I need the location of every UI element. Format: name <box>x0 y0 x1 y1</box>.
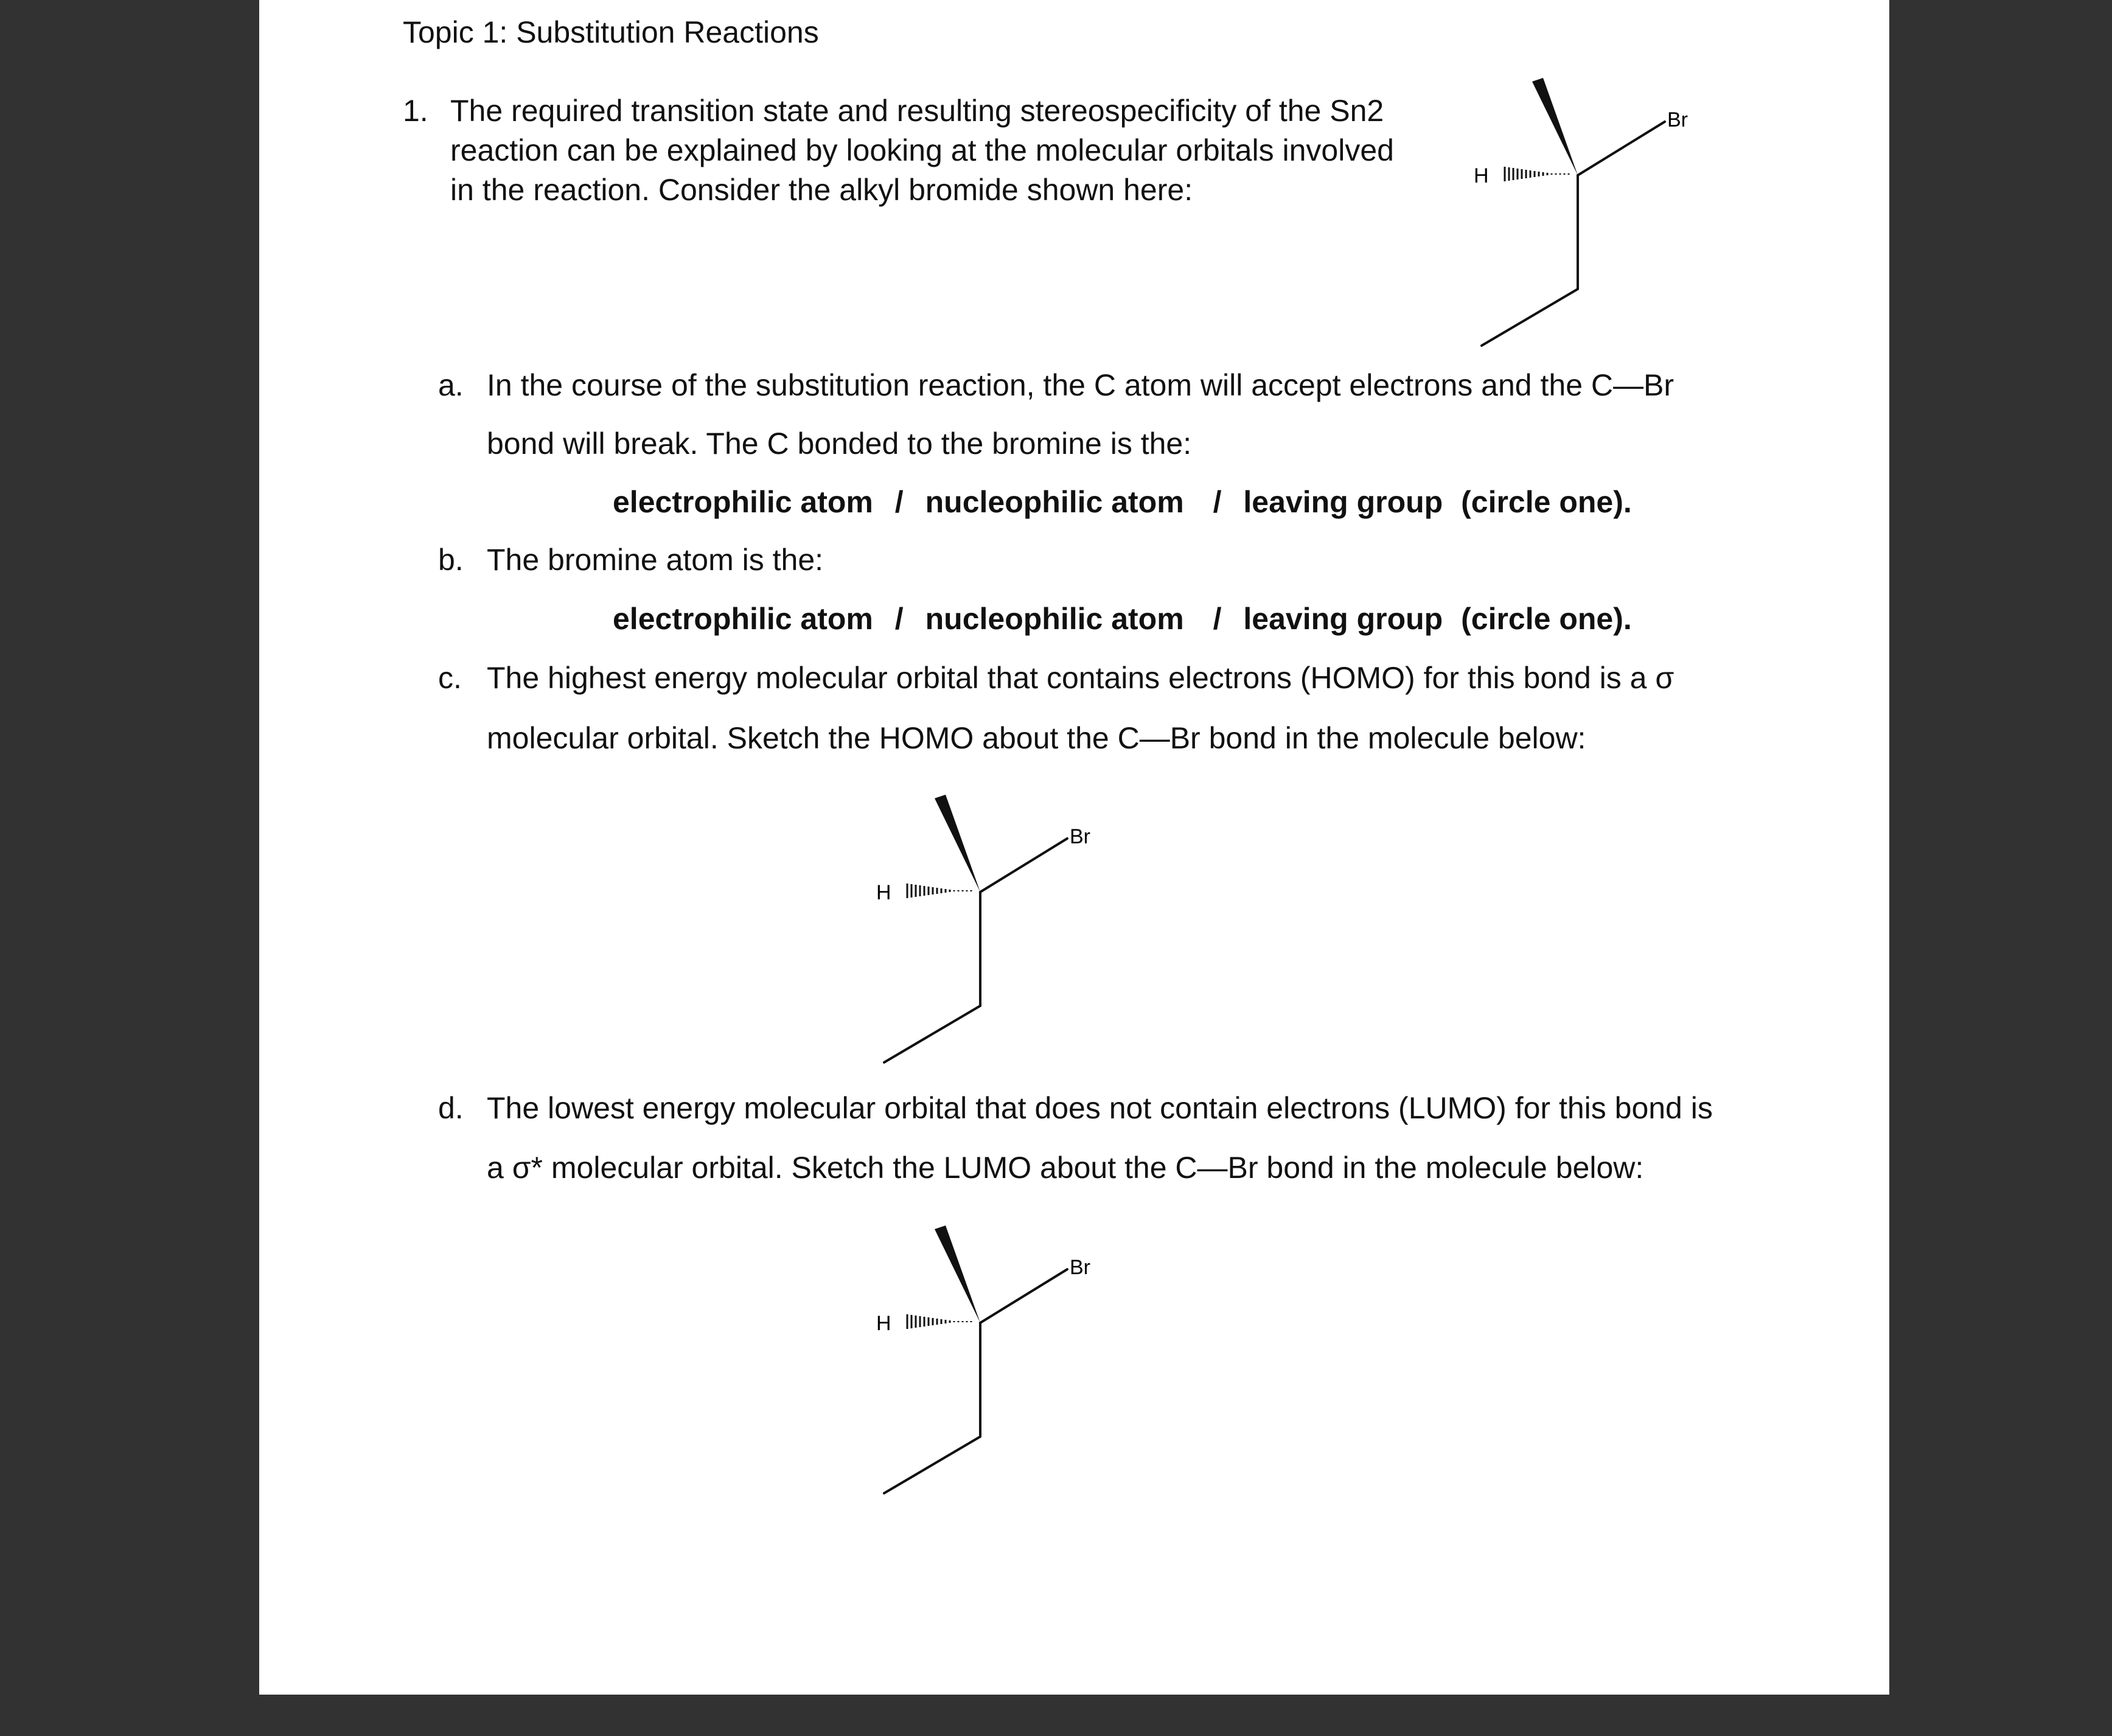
choice-electrophilic: electrophilic atom <box>613 485 873 519</box>
part-c-letter: c. <box>438 661 462 695</box>
part-c-line2: molecular orbital. Sketch the HOMO about the C—Br bond in the molecule below: <box>487 721 1586 755</box>
topic-title: Topic 1: Substitution Reactions <box>403 15 819 49</box>
part-c-line1: The highest energy molecular orbital that contains electrons (HOMO) for this bond is a σ <box>487 661 1675 695</box>
hydrogen-label: H <box>876 881 891 904</box>
c-br-bond <box>980 1269 1067 1323</box>
wedge-bond <box>935 1225 980 1323</box>
question-number: 1. <box>403 94 428 128</box>
alkyl-bromide-structure-lumo <box>863 1221 1118 1501</box>
c-c-bond <box>884 1006 980 1062</box>
c-br-bond <box>980 838 1067 892</box>
choice-electrophilic: electrophilic atom <box>613 602 873 636</box>
choice-separator: / <box>1213 485 1222 519</box>
choice-circle-instruction: (circle one). <box>1461 602 1632 636</box>
choice-circle-instruction: (circle one). <box>1461 485 1632 519</box>
choice-leaving: leaving group <box>1243 485 1443 519</box>
alkyl-bromide-structure-homo <box>863 790 1118 1070</box>
question-text-line3: in the reaction. Consider the alkyl bromide shown here: <box>450 173 1193 207</box>
part-d-line2: a σ* molecular orbital. Sketch the LUMO about the C—Br bond in the molecule below: <box>487 1151 1644 1185</box>
choice-separator: / <box>894 602 904 636</box>
choice-separator: / <box>1213 602 1222 636</box>
part-b-line1: The bromine atom is the: <box>487 543 824 577</box>
wedge-bond <box>1532 78 1578 175</box>
c-c-bond <box>884 1437 980 1493</box>
hash-bond <box>1505 167 1569 181</box>
bromine-label: Br <box>1070 1256 1090 1279</box>
question-text-line1: The required transition state and resulting stereospecificity of the Sn2 <box>450 94 1384 128</box>
choice-separator: / <box>894 485 904 519</box>
question-text-line2: reaction can be explained by looking at the molecular orbitals involved <box>450 133 1394 167</box>
alkyl-bromide-structure <box>1460 73 1716 353</box>
part-d-line1: The lowest energy molecular orbital that does not contain electrons (LUMO) for this bond is <box>487 1091 1713 1125</box>
hydrogen-label: H <box>1474 164 1489 187</box>
part-b-letter: b. <box>438 543 464 577</box>
bromine-label: Br <box>1070 825 1090 848</box>
hash-bond <box>907 884 971 898</box>
choice-nucleophilic: nucleophilic atom <box>925 602 1184 636</box>
hash-bond <box>907 1314 971 1329</box>
part-d-letter: d. <box>438 1091 464 1125</box>
c-br-bond <box>1578 122 1665 175</box>
choice-row-a <box>613 487 1632 517</box>
part-a-line2: bond will break. The C bonded to the bromine is the: <box>487 427 1192 461</box>
choice-leaving: leaving group <box>1243 602 1443 636</box>
c-c-bond <box>1482 289 1578 346</box>
choice-nucleophilic: nucleophilic atom <box>925 485 1184 519</box>
wedge-bond <box>935 795 980 892</box>
choice-row-b <box>613 604 1632 634</box>
hydrogen-label: H <box>876 1312 891 1335</box>
bromine-label: Br <box>1667 108 1688 131</box>
part-a-letter: a. <box>438 368 464 402</box>
part-a-line1: In the course of the substitution reaction, the C atom will accept electrons and the C—Br <box>487 368 1675 402</box>
document-page <box>259 0 1889 1695</box>
